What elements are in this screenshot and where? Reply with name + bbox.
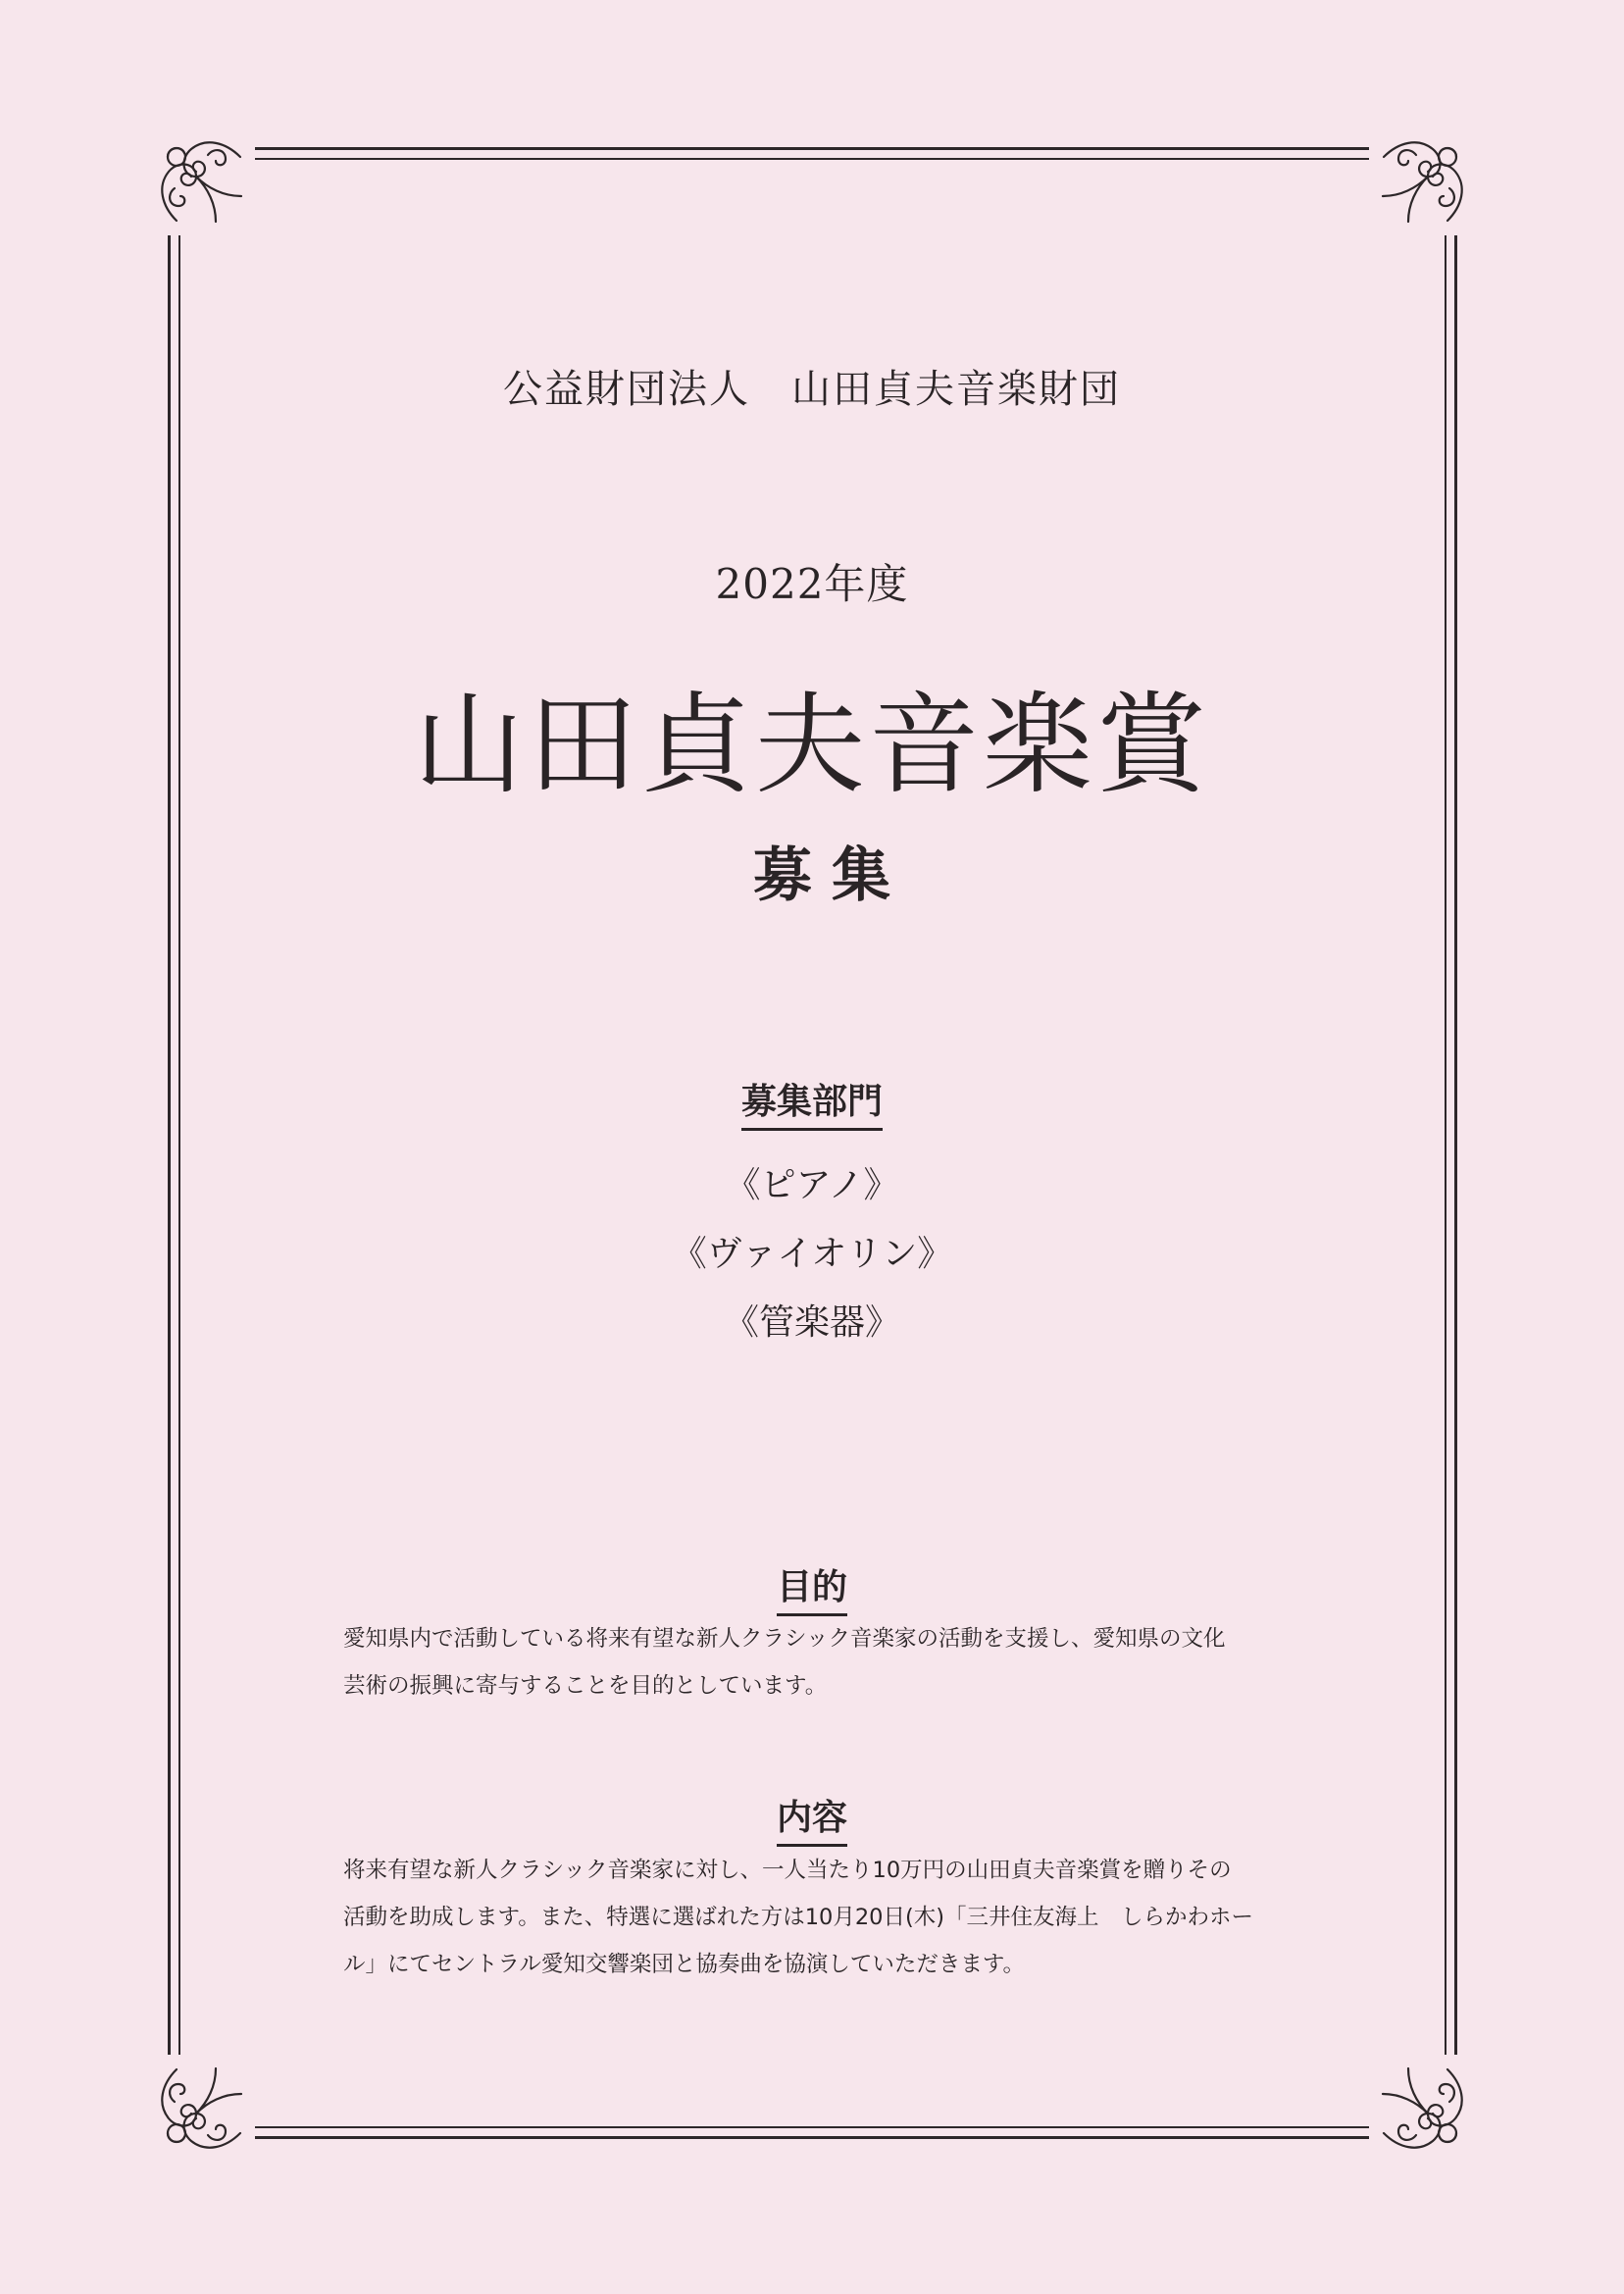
content-line: 活動を助成します。また、特選に選ばれた方は10月20日(木)「三井住友海上 しらかわホー	[343, 1905, 1254, 1930]
purpose-heading	[0, 1559, 1624, 1616]
categories-heading-label: 募集部門	[741, 1074, 883, 1131]
content-line: 将来有望な新人クラシック音楽家に対し、一人当たり10万円の山田貞夫音楽賞を贈りその	[343, 1858, 1232, 1883]
content-heading-label: 内容	[777, 1790, 847, 1847]
purpose-heading-label: 目的	[777, 1559, 847, 1616]
corner-flourish-icon	[147, 2055, 255, 2163]
page-title: 山田貞夫音楽賞	[414, 682, 1210, 809]
content-line: ル」にてセントラル愛知交響楽団と協奏曲を協演していただきます。	[343, 1952, 1026, 1977]
content-text	[343, 1847, 1285, 1988]
category-wind-instruments: 《管楽器》	[723, 1302, 900, 1343]
content-heading	[0, 1790, 1624, 1847]
purpose-text	[343, 1615, 1285, 1709]
category-piano: 《ピアノ》	[725, 1165, 899, 1205]
purpose-line: 芸術の振興に寄与することを目的としています。	[343, 1673, 828, 1699]
foundation-name: 公益財団法人 山田貞夫音楽財団	[503, 367, 1121, 412]
corner-flourish-icon	[147, 127, 255, 235]
categories-heading	[0, 1074, 1624, 1131]
purpose-line: 愛知県内で活動している将来有望な新人クラシック音楽家の活動を支援し、愛知県の文化	[343, 1626, 1226, 1652]
fiscal-year: 2022年度	[715, 560, 909, 608]
corner-flourish-icon	[1369, 127, 1477, 235]
page-subtitle: 募集	[753, 841, 910, 910]
corner-flourish-icon	[1369, 2055, 1477, 2163]
category-violin: 《ヴァイオリン》	[671, 1234, 953, 1274]
